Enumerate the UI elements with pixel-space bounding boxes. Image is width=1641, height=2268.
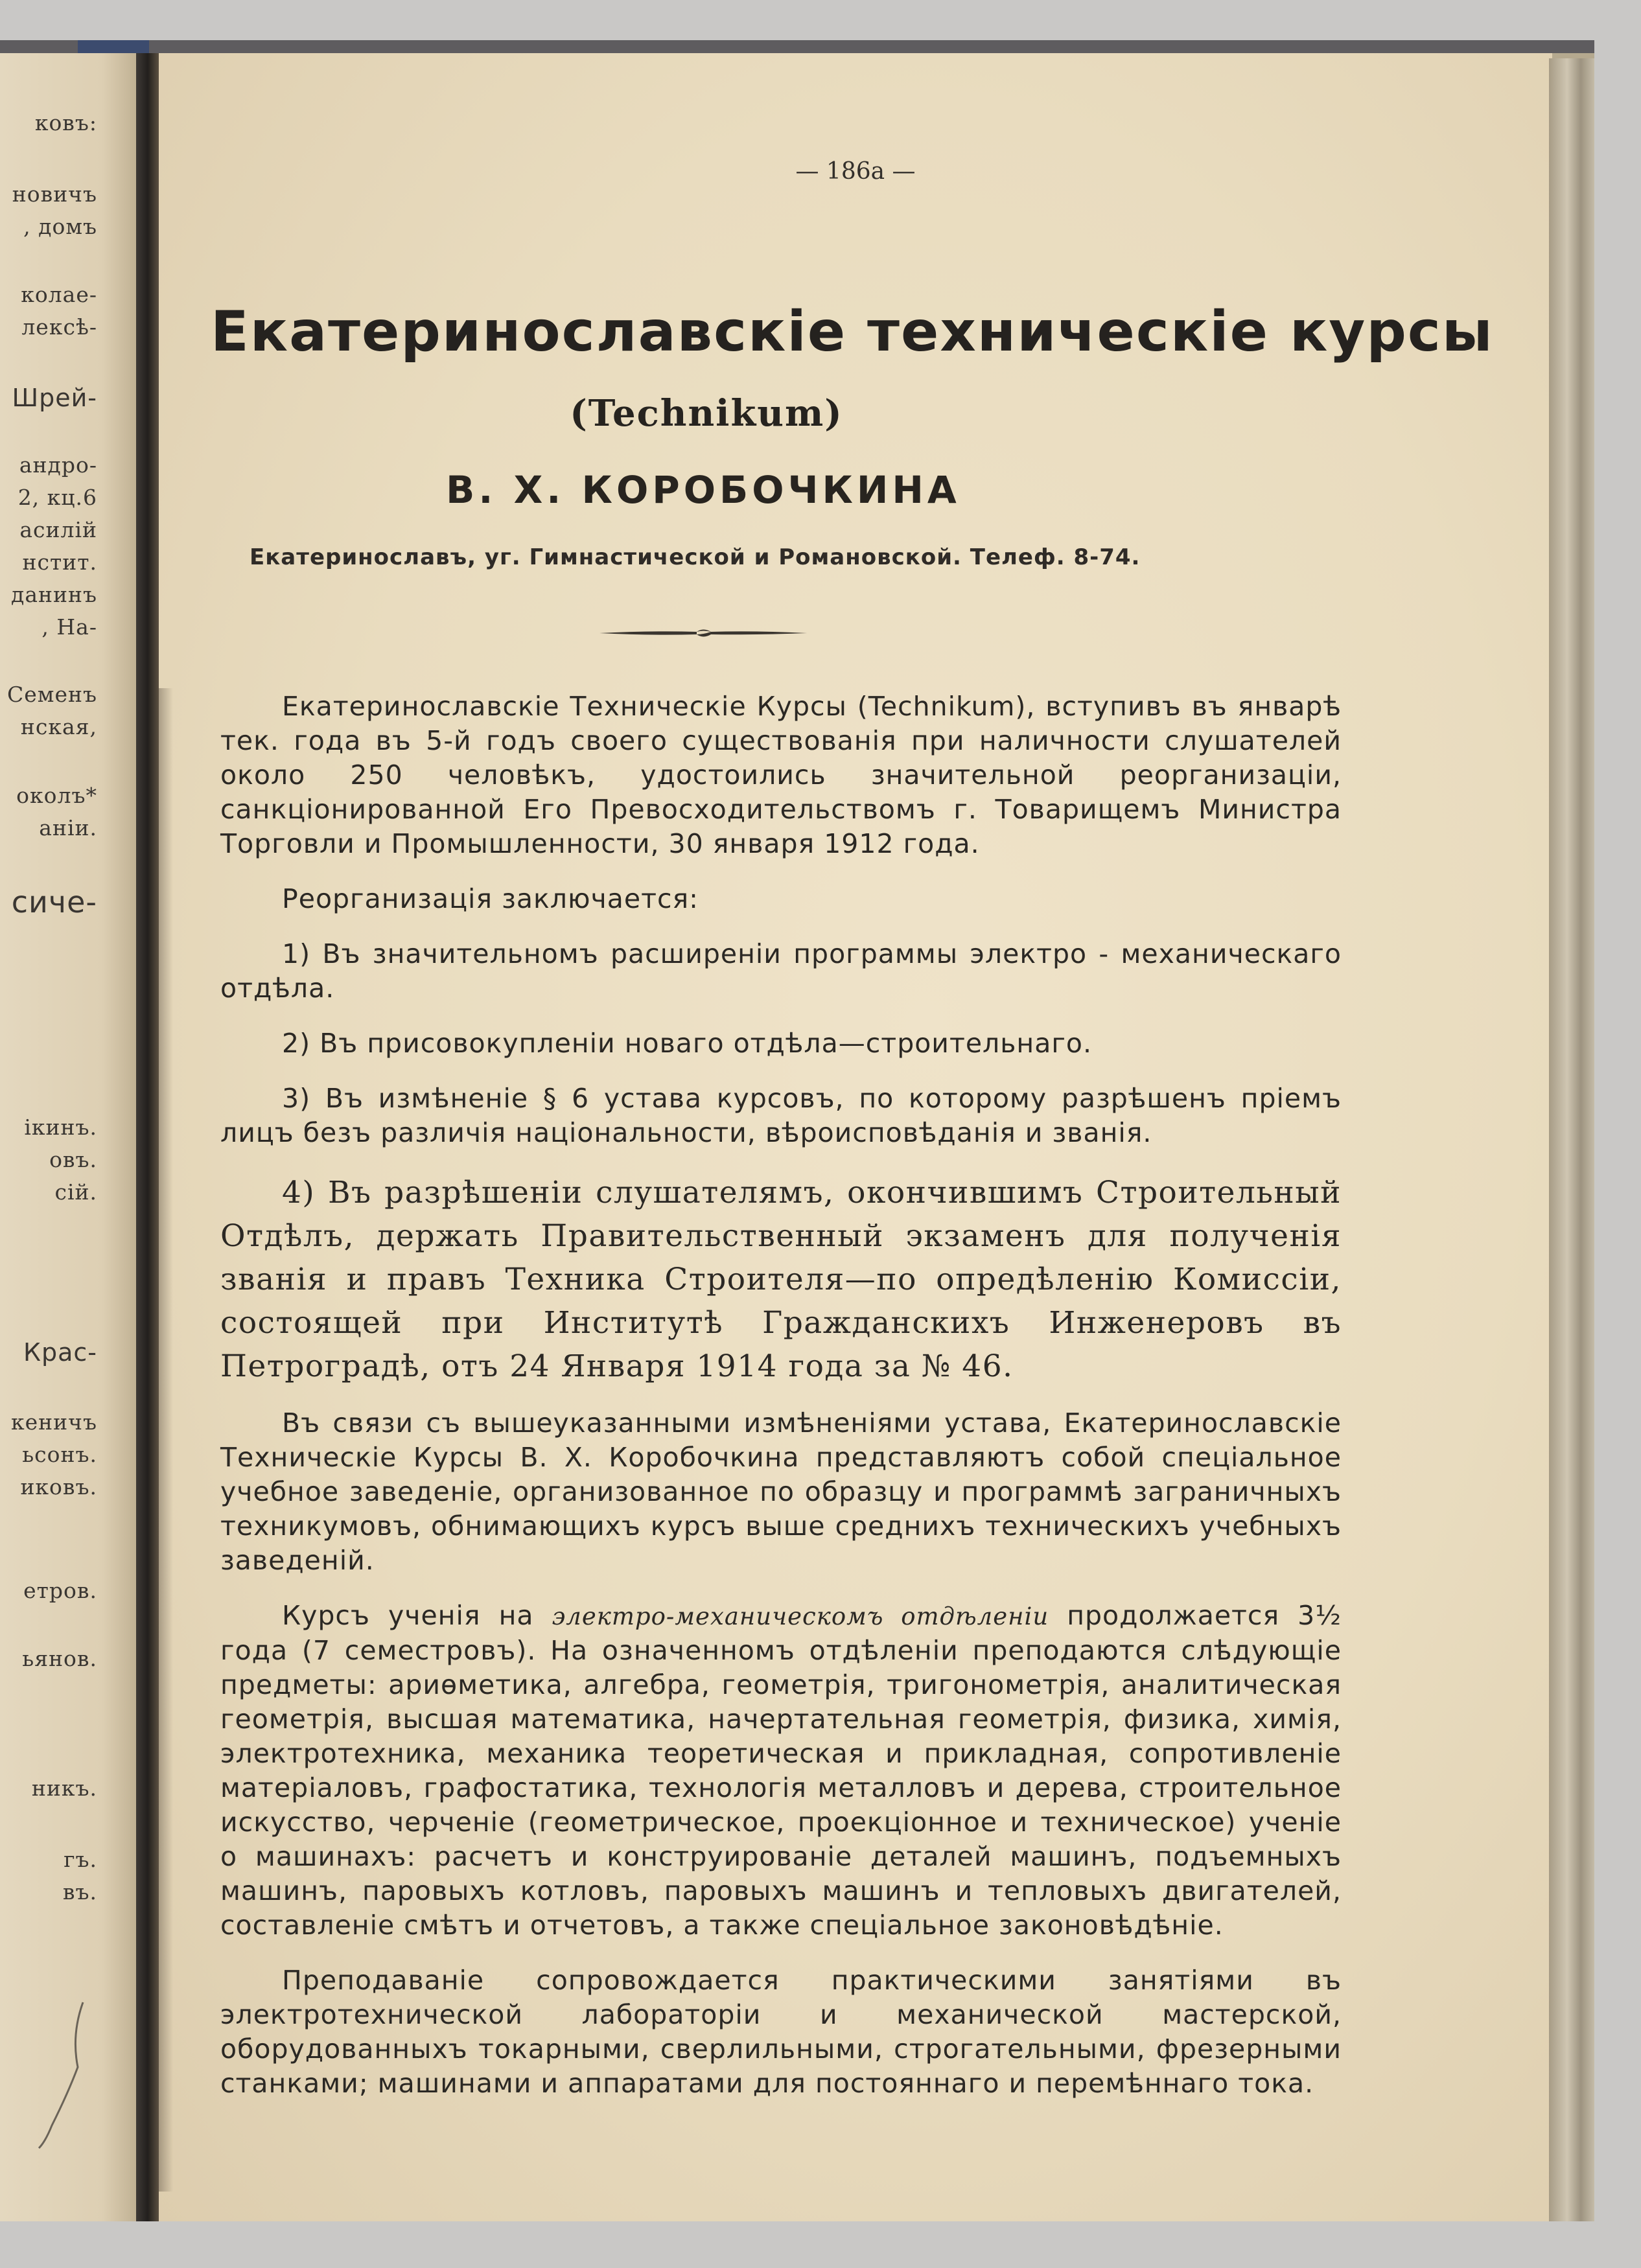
left-page-fragment: Шрей- xyxy=(12,384,97,412)
left-page-fragment: гъ. xyxy=(64,1847,97,1872)
left-page-fragment: , домъ xyxy=(23,214,97,239)
curriculum-text-before: Курсъ ученія на xyxy=(282,1600,552,1631)
page-number: — 186а — xyxy=(795,158,916,185)
book-top-edge xyxy=(0,40,1594,53)
paragraph-item-2: 2) Въ присовокупленіи новаго отдѣла—строительнаго. xyxy=(282,1028,1093,1059)
left-page-fragment: лексѣ- xyxy=(21,314,97,340)
scan-bottom-margin xyxy=(0,2221,1641,2268)
paragraph-summary: Въ связи съ вышеуказанными измѣненіями устава, Екатеринославскіе Техническіе Курсы В. Х. Коробочкина представляютъ собой спеціальное учебное заведеніе, организованное по образцу и программѣ заграничныхъ техникумовъ, обнимающихъ курсъ выше среднихъ техническихъ учебныхъ заведеній. xyxy=(220,1407,1342,1576)
left-page-fragment: околъ* xyxy=(16,783,97,808)
left-page-fragment: асилій xyxy=(19,517,97,542)
left-page-fragment: сій. xyxy=(54,1179,97,1205)
left-page-fragment: кеничъ xyxy=(11,1409,97,1435)
paragraph-reorg-heading: Реорганизація заключается: xyxy=(282,883,699,914)
paragraph-intro: Екатеринославскіе Техническіе Курсы (Technikum), вступивъ въ январѣ тек. года въ 5-й годъ своего существованія при наличности слушателей около 250 человѣкъ, удостоились значительной реорганизаціи, санкціонированной Его Превосходительствомъ г. Товарищемъ Министра Торговли и Промышленности, 30 января 1912 года. xyxy=(220,691,1342,859)
main-page xyxy=(159,53,1552,2221)
left-page-fragment: ікинъ. xyxy=(24,1115,97,1140)
paragraph-item-1: 1) Въ значительномъ расширеніи программы электро - механическаго отдѣла. xyxy=(220,938,1342,1004)
left-page-fragment: ьсонъ. xyxy=(22,1442,97,1467)
left-page-fragment: новичъ xyxy=(12,181,97,207)
body-text xyxy=(220,689,1342,2122)
left-facing-page xyxy=(0,53,146,2221)
address-line: Екатеринославъ, уг. Гимнастической и Романовской. Телеф. 8-74. xyxy=(250,544,1141,570)
left-page-fragment: Крас- xyxy=(23,1338,97,1367)
left-page-fragment: етров. xyxy=(23,1578,97,1603)
paragraph-practice: Преподаваніе сопровождается практическими занятіями въ электротехнической лабораторіи и механической мастерской, оборудованныхъ токарными, сверлильными, строгательными, фрезерными станками; машинами и аппаратами для постояннаго и перемѣннаго тока. xyxy=(220,1965,1342,2099)
founder-name: В. Х. КОРОБОЧКИНА xyxy=(446,468,960,512)
left-page-fragment: 2, кц.6 xyxy=(17,485,97,510)
left-page-fragment: Семенъ xyxy=(7,682,97,707)
cover-fragment xyxy=(78,40,149,53)
left-page-fragment: ьянов. xyxy=(22,1646,97,1671)
pencil-mark xyxy=(32,1996,91,2151)
page-edge-stack xyxy=(1549,58,1594,2221)
left-page-fragment: андро- xyxy=(19,452,97,478)
paragraph-curriculum xyxy=(220,1599,1342,1943)
page-subtitle: (Technikum) xyxy=(570,392,843,435)
left-page-fragment: никъ. xyxy=(31,1776,97,1801)
left-page-fragment: нская, xyxy=(20,714,97,739)
scan-shadow xyxy=(159,688,173,2192)
curriculum-text-after: продолжается 3½ года (7 семестровъ). На означенномъ отдѣленіи преподаются слѣдующіе предметы: ариѳметика, алгебра, геометрія, тригонометрія, аналитическая геометрія, высшая математика, начертательная геометрія, физика, химія, электротехника, механика теоретическая и прикладная, сопротивленіе матеріаловъ, графостатика, технологія металловъ и дерева, строительное искусство, черченіе (геометрическое, проекціонное и техническое) ученіе о машинахъ: расчетъ и конструированіе деталей машинъ, подъемныхъ машинъ, паровыхъ котловъ, паровыхъ машинъ и тепловыхъ двигателей, составленіе смѣтъ и отчетовъ, а также спеціальное законовѣдѣніе. xyxy=(220,1600,1342,1941)
left-page-fragment: , На- xyxy=(41,614,97,640)
left-page-fragment: данинъ xyxy=(11,582,97,607)
curriculum-italic-phrase: электро-механическомъ отдѣленіи xyxy=(552,1603,1049,1630)
left-page-fragment: иковъ. xyxy=(20,1474,97,1499)
left-page-fragment: нстит. xyxy=(22,550,97,575)
left-page-fragment: аніи. xyxy=(39,815,97,840)
paragraph-item-3: 3) Въ измѣненіе § 6 устава курсовъ, по которому разрѣшенъ пріемъ лицъ безъ различія національности, вѣроисповѣданія и званія. xyxy=(220,1083,1342,1148)
left-page-fragment: ковъ: xyxy=(34,110,97,135)
left-page-fragment: овъ. xyxy=(49,1147,97,1172)
left-page-fragment: колае- xyxy=(21,282,97,307)
page-title: Екатеринославскіе техническіе курсы xyxy=(211,299,1494,364)
book-gutter xyxy=(136,53,162,2221)
left-page-fragment: въ. xyxy=(62,1879,97,1904)
left-page-fragment: сиче- xyxy=(11,885,97,920)
paragraph-item-4: 4) Въ разрѣшеніи слушателямъ, окончившимъ Строительный Отдѣлъ, держать Правительственный экзаменъ для полученія званія и правъ Техника Строителя—по опредѣленію Комиссіи, состоящей при Институтѣ Гражданскихъ Инженеровъ въ Петроградѣ, отъ 24 Января 1914 года за № 46. xyxy=(220,1175,1342,1384)
ornament-divider xyxy=(599,623,807,643)
